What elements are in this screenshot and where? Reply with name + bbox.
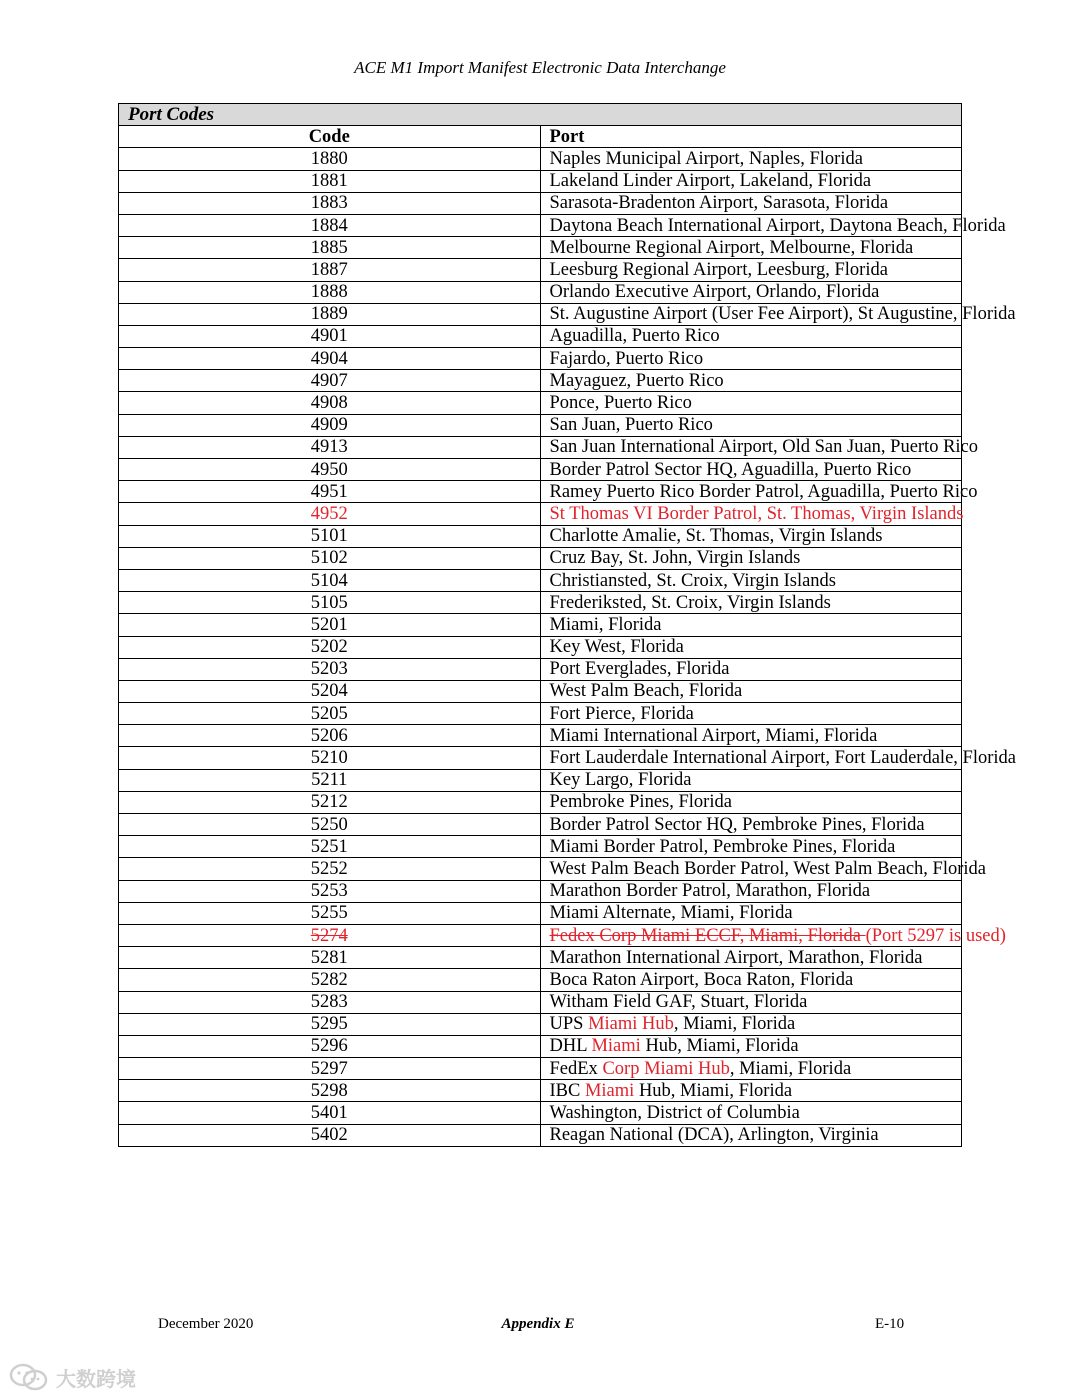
table-row (119, 1013, 962, 1035)
table-row (119, 924, 962, 946)
table-row (119, 858, 962, 880)
port-name-cell (540, 769, 962, 791)
port-name-text: Ramey Puerto Rico Border Patrol, Aguadilla, Puerto Rico (549, 481, 978, 502)
table-row (119, 791, 962, 813)
port-name-text: Marathon Border Patrol, Marathon, Florida (549, 881, 871, 902)
port-code-cell: 5211 (119, 769, 541, 791)
port-name-cell (540, 1124, 962, 1146)
wechat-logo-icon (8, 1362, 50, 1392)
port-name-text: Border Patrol Sector HQ, Aguadilla, Puerto Rico (549, 459, 912, 480)
port-name-cell (540, 703, 962, 725)
footer-page-number: E-10 (875, 1316, 905, 1332)
table-caption-row (119, 104, 962, 126)
port-code-cell: 4908 (119, 392, 541, 414)
port-name-cell (540, 436, 979, 458)
port-name-text: Cruz Bay, St. John, Virgin Islands (549, 548, 801, 569)
port-name-text: IBC (549, 1080, 585, 1101)
port-name-text: Fort Lauderdale International Airport, Fort Lauderdale, Florida (549, 748, 1016, 769)
port-code-cell: 1885 (119, 237, 541, 259)
port-name-text: Frederiksted, St. Croix, Virgin Islands (549, 592, 831, 613)
table-row (119, 902, 962, 924)
port-code-cell: 5282 (119, 969, 541, 991)
port-code-cell: 1883 (119, 192, 541, 214)
port-name-cell (540, 259, 962, 281)
table-row (119, 259, 962, 281)
port-name-text: Key West, Florida (549, 637, 684, 658)
table-row (119, 969, 962, 991)
port-name-text: Port Everglades, Florida (549, 659, 730, 680)
port-name-cell (540, 1035, 962, 1057)
port-code-cell: 5297 (119, 1058, 541, 1080)
port-name-cell (540, 459, 962, 481)
port-code-cell: 1888 (119, 281, 541, 303)
port-name-text: Lakeland Linder Airport, Lakeland, Florida (549, 171, 872, 192)
table-row (119, 658, 962, 680)
port-name-text: West Palm Beach, Florida (549, 681, 743, 702)
port-code-cell: 5210 (119, 747, 541, 769)
port-name-text: Reagan National (DCA), Arlington, Virginia (549, 1125, 879, 1146)
table-row (119, 525, 962, 547)
table-row (119, 680, 962, 702)
port-name-cell (540, 237, 962, 259)
table-row (119, 148, 962, 170)
port-code-cell: 5104 (119, 569, 541, 591)
port-code-cell: 5105 (119, 592, 541, 614)
port-name-cell (540, 1058, 962, 1080)
table-caption: Port Codes (119, 104, 962, 126)
port-name-text: FedEx (549, 1058, 603, 1079)
port-code-cell: 5203 (119, 658, 541, 680)
port-code-cell: 5274 (119, 924, 541, 946)
table-row (119, 325, 962, 347)
table-row (119, 459, 962, 481)
port-name-cell (540, 836, 962, 858)
port-name-cell (540, 969, 962, 991)
table-row (119, 503, 962, 525)
port-codes-table (118, 103, 1016, 1147)
port-code-cell: 5212 (119, 791, 541, 813)
port-code-cell: 5295 (119, 1013, 541, 1035)
port-name-text: Fajardo, Puerto Rico (549, 348, 704, 369)
port-name-cell (540, 281, 962, 303)
port-name-text: Leesburg Regional Airport, Leesburg, Florida (549, 259, 888, 280)
port-name-text: San Juan International Airport, Old San Juan, Puerto Rico (549, 437, 979, 458)
table-row (119, 836, 962, 858)
port-code-cell: 5283 (119, 991, 541, 1013)
port-name-cell (540, 614, 962, 636)
port-code-cell: 5206 (119, 725, 541, 747)
table-row (119, 569, 962, 591)
port-code-cell: 4952 (119, 503, 541, 525)
port-name-text: Daytona Beach International Airport, Daytona Beach, Florida (549, 215, 1006, 236)
port-name-cell (540, 991, 962, 1013)
port-code-cell: 5251 (119, 836, 541, 858)
port-name-text: Naples Municipal Airport, Naples, Florida (549, 148, 863, 169)
port-name-cell (540, 348, 962, 370)
port-name-text: Hub, Miami, Florida (640, 1036, 799, 1057)
table-row (119, 414, 962, 436)
port-name-text: Miami (591, 1036, 641, 1057)
table-row (119, 214, 962, 236)
port-name-cell (540, 547, 962, 569)
port-code-cell: 5102 (119, 547, 541, 569)
table-row (119, 170, 962, 192)
port-name-text: Border Patrol Sector HQ, Pembroke Pines, Florida (549, 814, 925, 835)
port-name-cell (540, 392, 962, 414)
column-header-port: Port (540, 126, 962, 148)
port-name-cell (540, 880, 962, 902)
port-name-text: Christiansted, St. Croix, Virgin Islands (549, 570, 837, 591)
port-code-cell: 4950 (119, 459, 541, 481)
watermark (8, 1362, 136, 1392)
port-name-cell (540, 658, 962, 680)
port-name-cell (540, 636, 962, 658)
port-name-text: Miami Hub (588, 1014, 674, 1035)
table-row (119, 547, 962, 569)
port-name-text: Ponce, Puerto Rico (549, 393, 692, 414)
port-name-cell (540, 414, 962, 436)
port-name-text: Melbourne Regional Airport, Melbourne, Florida (549, 237, 914, 258)
table-row (119, 237, 962, 259)
port-name-text: Witham Field GAF, Stuart, Florida (549, 992, 808, 1013)
port-name-text: Fedex Corp Miami ECCF, Miami, Florida (549, 925, 866, 946)
port-name-cell (540, 902, 962, 924)
port-name-cell (540, 947, 962, 969)
port-name-text: Mayaguez, Puerto Rico (549, 370, 724, 391)
port-code-cell: 5298 (119, 1080, 541, 1102)
port-code-cell: 4913 (119, 436, 541, 458)
table-row (119, 703, 962, 725)
table-row (119, 192, 962, 214)
table-row (119, 947, 962, 969)
port-name-cell (540, 747, 1016, 769)
port-name-text: Boca Raton Airport, Boca Raton, Florida (549, 969, 854, 990)
port-name-cell (540, 1102, 962, 1124)
table-body (119, 148, 1016, 1146)
table-row (119, 814, 962, 836)
port-name-cell (540, 170, 962, 192)
table-row (119, 1080, 962, 1102)
port-code-cell: 4901 (119, 325, 541, 347)
port-code-cell: 5402 (119, 1124, 541, 1146)
table-row (119, 991, 962, 1013)
port-name-text: Pembroke Pines, Florida (549, 792, 732, 813)
table-row (119, 636, 962, 658)
port-code-cell: 5401 (119, 1102, 541, 1124)
port-code-cell: 5296 (119, 1035, 541, 1057)
table-row (119, 348, 962, 370)
port-code-cell: 5205 (119, 703, 541, 725)
port-name-text: West Palm Beach Border Patrol, West Palm Beach, Florida (549, 858, 986, 879)
port-name-text: San Juan, Puerto Rico (549, 415, 713, 436)
port-name-cell (540, 924, 1006, 946)
port-code-cell: 4909 (119, 414, 541, 436)
table-row (119, 392, 962, 414)
port-name-cell (540, 303, 1016, 325)
port-code-cell: 1880 (119, 148, 541, 170)
port-name-cell (540, 325, 962, 347)
port-name-text: Charlotte Amalie, St. Thomas, Virgin Islands (549, 526, 883, 547)
port-name-text: St. Augustine Airport (User Fee Airport), St Augustine, Florida (549, 304, 1016, 325)
port-name-cell (540, 1080, 962, 1102)
table-row (119, 481, 962, 503)
table-row (119, 436, 962, 458)
port-code-cell: 1887 (119, 259, 541, 281)
table-row (119, 303, 962, 325)
port-name-text: , Miami, Florida (729, 1058, 852, 1079)
port-code-cell: 1881 (119, 170, 541, 192)
table-row (119, 769, 962, 791)
port-name-cell (540, 680, 962, 702)
port-name-text: Hub, Miami, Florida (634, 1080, 793, 1101)
table-row (119, 1102, 962, 1124)
port-code-cell: 5281 (119, 947, 541, 969)
port-name-text: Fort Pierce, Florida (549, 703, 694, 724)
port-name-text: Miami (584, 1080, 635, 1101)
port-name-text: Miami International Airport, Miami, Florida (549, 725, 878, 746)
port-name-cell (540, 214, 1006, 236)
footer-section: Appendix E (501, 1316, 575, 1332)
table-row (119, 281, 962, 303)
port-name-cell (540, 858, 986, 880)
table-row (119, 370, 962, 392)
port-code-cell: 5253 (119, 880, 541, 902)
port-name-text: , Miami, Florida (673, 1014, 796, 1035)
port-name-cell (540, 592, 962, 614)
port-code-cell: 1889 (119, 303, 541, 325)
port-name-cell (540, 370, 962, 392)
table-header-row (119, 126, 962, 148)
port-name-text: St Thomas VI Border Patrol, St. Thomas, Virgin Islands (549, 503, 964, 524)
port-name-text: Sarasota-Bradenton Airport, Sarasota, Florida (549, 193, 889, 214)
port-name-text: Key Largo, Florida (549, 770, 692, 791)
table-row (119, 614, 962, 636)
port-name-text: Aguadilla, Puerto Rico (549, 326, 720, 347)
port-name-cell (540, 192, 962, 214)
port-code-cell: 5252 (119, 858, 541, 880)
port-name-cell (540, 1013, 962, 1035)
port-name-text: Miami Alternate, Miami, Florida (549, 903, 793, 924)
port-code-cell: 5201 (119, 614, 541, 636)
port-name-text: Marathon International Airport, Marathon, Florida (549, 947, 923, 968)
table-row (119, 747, 962, 769)
port-name-text: Washington, District of Columbia (549, 1103, 800, 1124)
port-name-cell (540, 814, 962, 836)
port-code-cell: 5204 (119, 680, 541, 702)
port-name-cell (540, 503, 962, 525)
port-name-cell (540, 791, 962, 813)
port-name-text: DHL (549, 1036, 592, 1057)
column-header-code: Code (119, 126, 541, 148)
port-name-text: Miami Border Patrol, Pembroke Pines, Florida (549, 836, 896, 857)
footer-date: December 2020 (158, 1316, 254, 1332)
table-row (119, 1058, 962, 1080)
table-row (119, 1035, 962, 1057)
port-code-cell: 4951 (119, 481, 541, 503)
port-name-text: (Port 5297 is used) (865, 925, 1006, 946)
port-name-text: Corp Miami Hub (602, 1058, 730, 1079)
port-name-text: UPS (549, 1014, 589, 1035)
port-code-cell: 5101 (119, 525, 541, 547)
port-code-cell: 4904 (119, 348, 541, 370)
port-name-cell (540, 481, 978, 503)
document-header: ACE M1 Import Manifest Electronic Data Interchange (354, 58, 726, 77)
table-row (119, 880, 962, 902)
port-name-text: Miami, Florida (549, 614, 662, 635)
watermark-text: 大数跨境 (56, 1366, 136, 1391)
table-row (119, 592, 962, 614)
port-name-cell (540, 525, 962, 547)
port-name-cell (540, 725, 962, 747)
port-code-cell: 1884 (119, 214, 541, 236)
port-code-cell: 5250 (119, 814, 541, 836)
port-name-text: Orlando Executive Airport, Orlando, Florida (549, 282, 880, 303)
table-row (119, 1124, 962, 1146)
port-code-cell: 4907 (119, 370, 541, 392)
port-name-cell (540, 569, 962, 591)
port-code-cell: 5202 (119, 636, 541, 658)
port-name-cell (540, 148, 962, 170)
port-code-cell: 5255 (119, 902, 541, 924)
table-row (119, 725, 962, 747)
